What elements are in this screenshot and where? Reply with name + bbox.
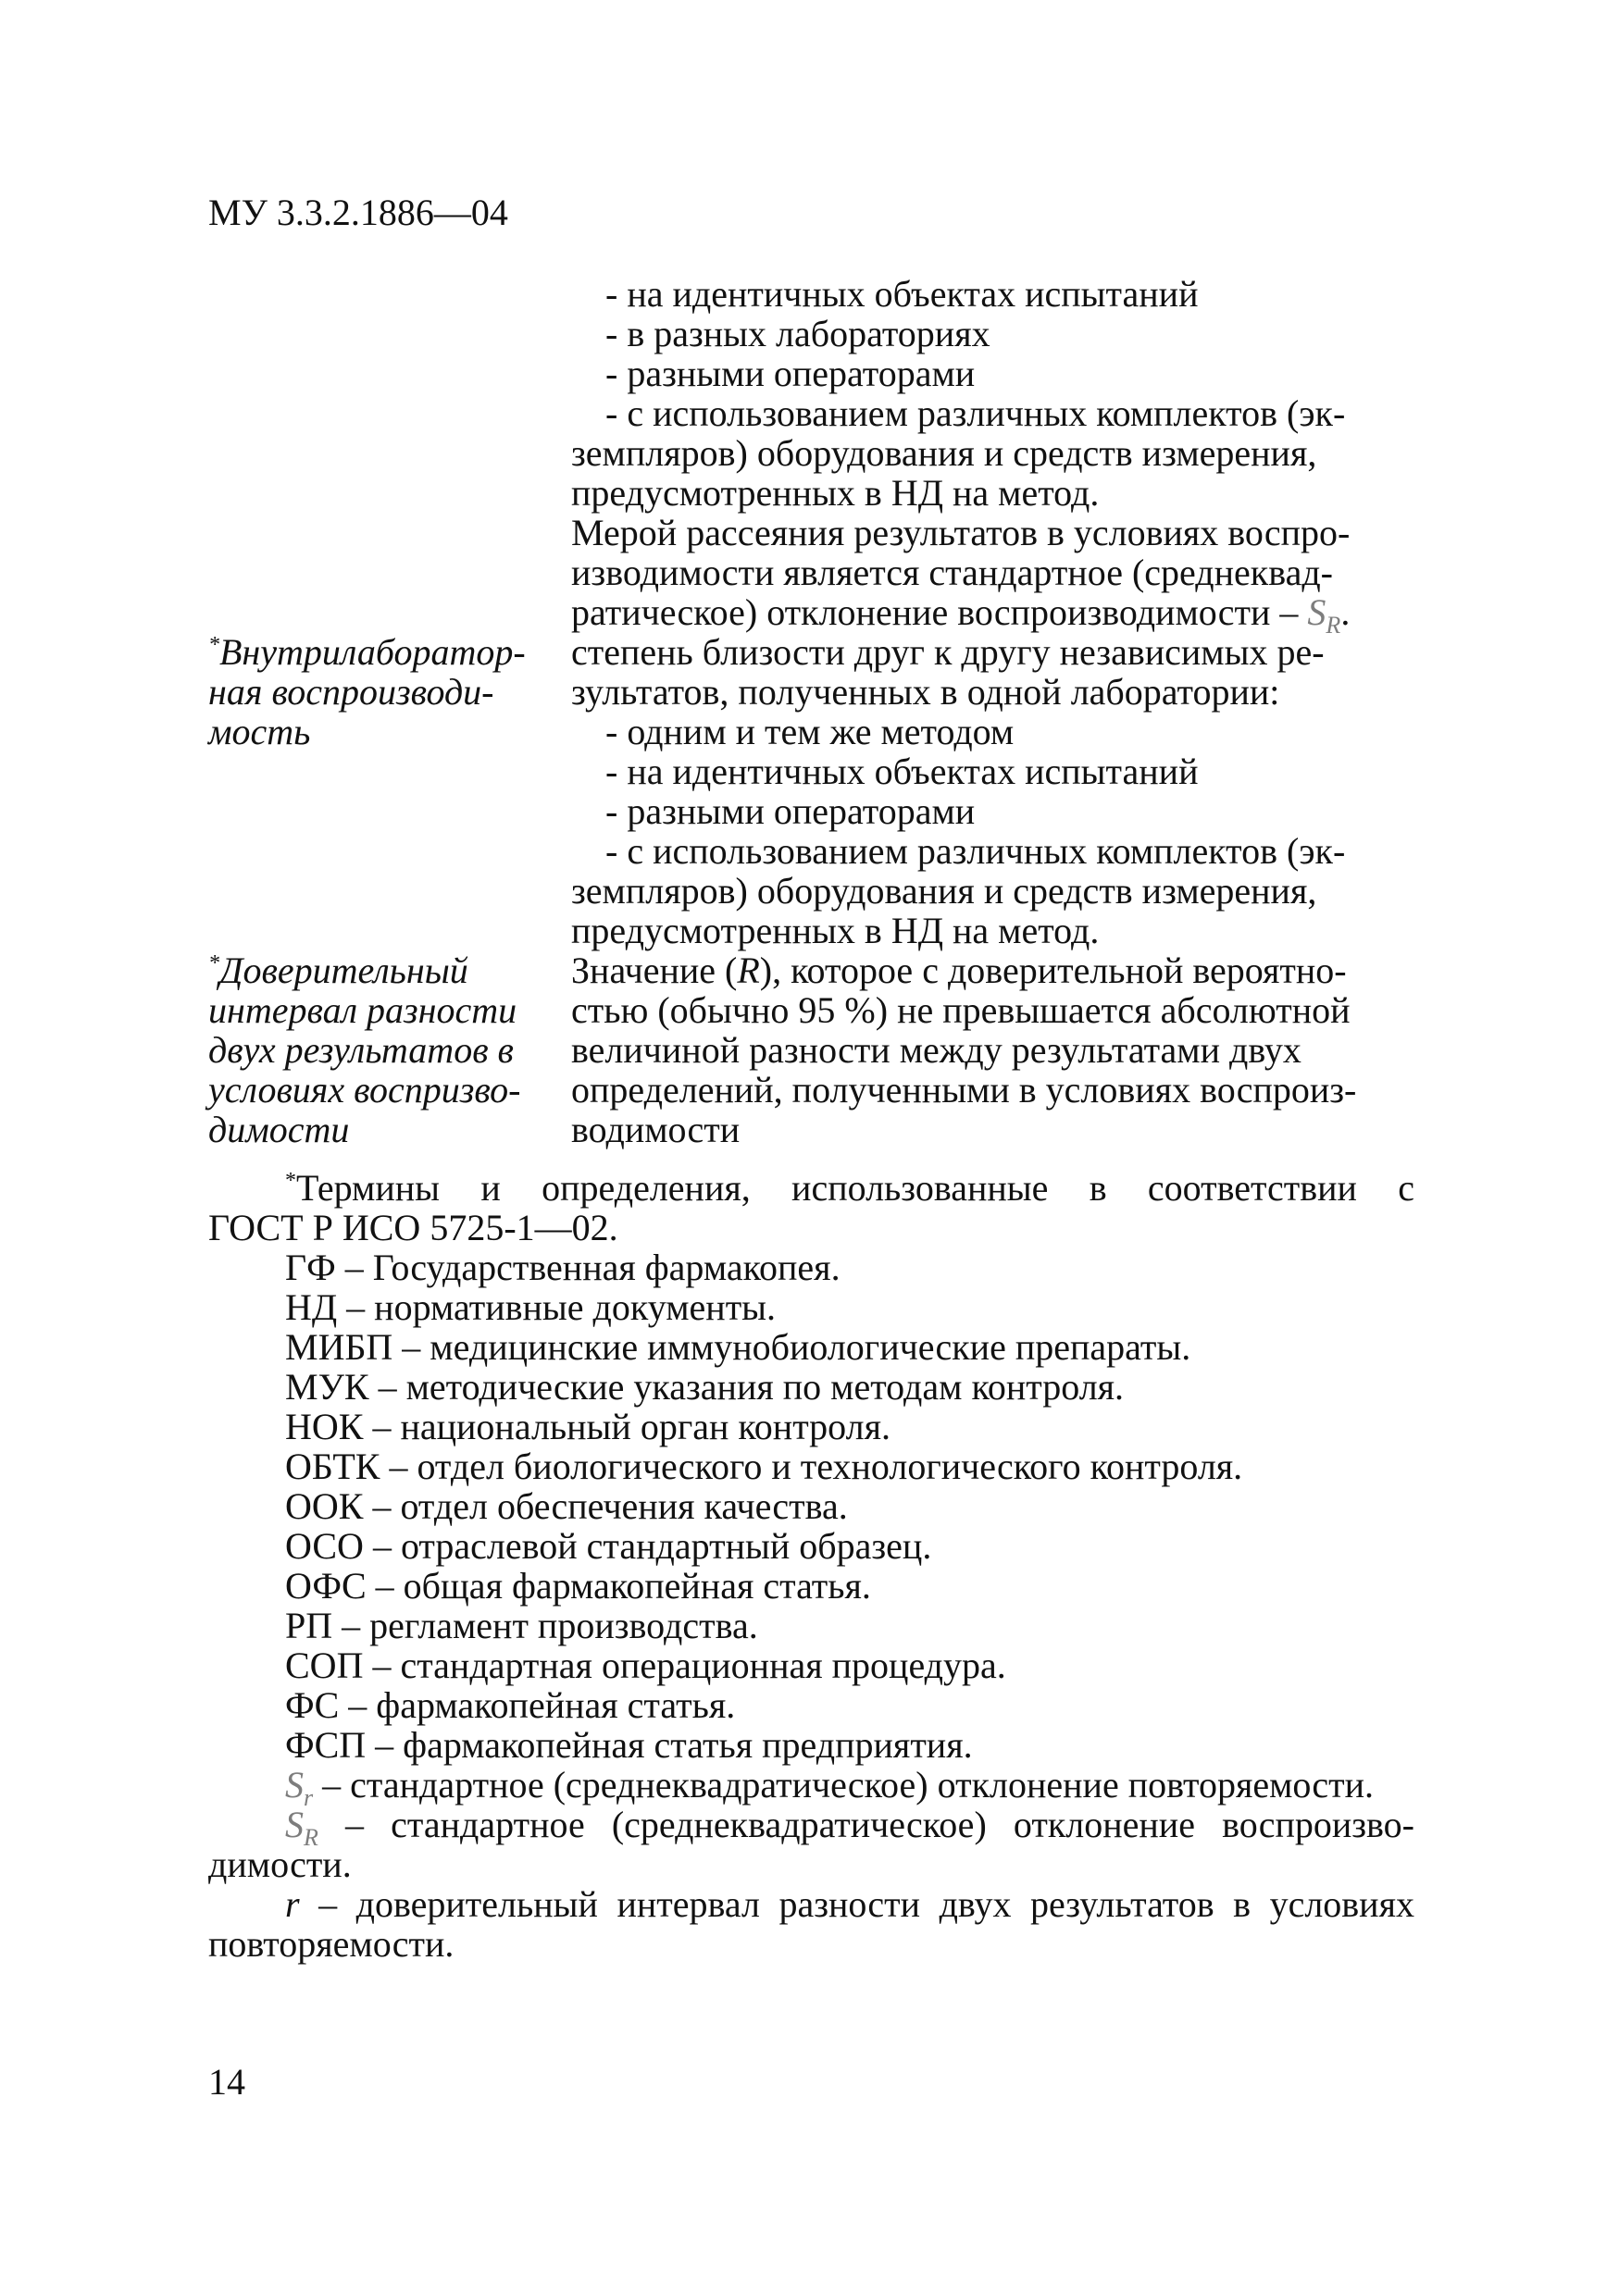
term-label-line: ная воспроизводи- <box>208 671 494 713</box>
term-label-line: интервал разности <box>208 989 517 1031</box>
definition-line: водимости <box>571 1109 741 1150</box>
symbol-definition-r: r – доверительный интервал разности двух результатов в условиях <box>285 1883 1414 1925</box>
term-label-line: *Внутрилаборатор- <box>208 631 526 673</box>
abbreviation-item: ОБТК – отдел биологического и технологического контроля. <box>285 1446 1243 1487</box>
symbol-subscript: R <box>304 1824 318 1851</box>
definition-line: предусмотренных в НД на метод. <box>571 910 1100 951</box>
definition-line: стью (обычно 95 %) не превышается абсолютной <box>571 989 1351 1031</box>
definition-line: величиной разности между результатами двух <box>571 1029 1301 1071</box>
term-marker: * <box>208 951 219 975</box>
symbol-r: R <box>737 949 760 991</box>
abbreviation-item: ОФС – общая фармакопейная статья. <box>285 1565 871 1607</box>
abbreviation-item: ГФ – Государственная фармакопея. <box>285 1247 841 1288</box>
symbol-definition-sR: $S_R$ – стандартное (среднеквадратическое) отклонение воспроизво- <box>285 1804 1414 1851</box>
definition-line: - одним и тем же методом <box>605 711 1015 752</box>
symbol-definition-sr: $S_r$ – стандартное (среднеквадратическое) отклонение повторяемости. <box>285 1764 1375 1811</box>
symbol-r: r <box>285 1883 300 1925</box>
term-label-line: двух результатов в <box>208 1029 514 1071</box>
symbol-definition-r-cont: повторяемости. <box>208 1923 455 1965</box>
abbreviation-item: ООК – отдел обеспечения качества. <box>285 1485 848 1527</box>
abbreviation-item: ФС – фармакопейная статья. <box>285 1684 736 1726</box>
footnote-line: *Термины и определения, использованные в соответствии с <box>285 1167 1414 1209</box>
term-label-line: условиях воспризво- <box>208 1069 521 1111</box>
footnote-line: ГОСТ Р ИСО 5725-1—02. <box>208 1207 618 1248</box>
definition-line: определений, полученными в условиях воспроиз- <box>571 1069 1357 1111</box>
definition-line: - разными операторами <box>605 790 976 832</box>
definition-line: земпляров) оборудования и средств измерения, <box>571 870 1317 912</box>
symbol-s: S <box>1307 591 1326 633</box>
abbreviation-item: СОП – стандартная операционная процедура. <box>285 1644 1006 1686</box>
symbol-subscript: R <box>1326 612 1341 639</box>
symbol-definition-sR-cont: димости. <box>208 1843 352 1885</box>
abbreviation-item: НОК – национальный орган контроля. <box>285 1406 891 1447</box>
abbreviation-item: МУК – методические указания по методам контроля. <box>285 1366 1125 1408</box>
continuation-line: - в разных лабораториях <box>605 313 990 354</box>
term-label-line: мость <box>208 711 311 752</box>
continuation-line: земпляров) оборудования и средств измерения, <box>571 432 1317 474</box>
continuation-line: - разными операторами <box>605 353 976 394</box>
continuation-line: - с использованием различных комплектов (эк- <box>605 392 1346 434</box>
page-number: 14 <box>208 2061 245 2103</box>
continuation-line: Мерой рассеяния результатов в условиях воспро- <box>571 512 1351 553</box>
symbol-subscript: r <box>304 1784 314 1811</box>
continuation-text: ратическое) отклонение воспроизводимости – <box>571 591 1299 633</box>
symbol-period: . <box>1340 591 1351 633</box>
term-label-line: димости <box>208 1109 350 1150</box>
continuation-line: - на идентичных объектах испытаний <box>605 273 1199 315</box>
abbreviation-item: ОСО – отраслевой стандартный образец. <box>285 1525 932 1567</box>
definition-line: - с использованием различных комплектов (эк- <box>605 830 1346 872</box>
footnote-marker: * <box>285 1169 296 1193</box>
term-label-line: *Доверительный <box>208 949 468 991</box>
definition-line: зультатов, полученных в одной лаборатории: <box>571 671 1280 713</box>
definition-line: Значение (R), которое с доверительной вероятно- <box>571 949 1347 991</box>
definition-line: степень близости друг к другу независимых ре- <box>571 631 1325 673</box>
symbol-s: S <box>285 1764 304 1806</box>
continuation-line: предусмотренных в НД на метод. <box>571 472 1100 514</box>
term-marker: * <box>208 633 219 657</box>
symbol-s: S <box>285 1804 304 1845</box>
document-code: МУ 3.3.2.1886—04 <box>208 192 508 233</box>
abbreviation-item: НД – нормативные документы. <box>285 1286 777 1328</box>
definition-line: - на идентичных объектах испытаний <box>605 751 1199 792</box>
abbreviation-item: МИБП – медицинские иммунобиологические препараты. <box>285 1326 1191 1368</box>
abbreviation-item: ФСП – фармакопейная статья предприятия. <box>285 1724 973 1766</box>
abbreviation-item: РП – регламент производства. <box>285 1605 758 1646</box>
continuation-line: изводимости является стандартное (среднеквад- <box>571 552 1333 593</box>
